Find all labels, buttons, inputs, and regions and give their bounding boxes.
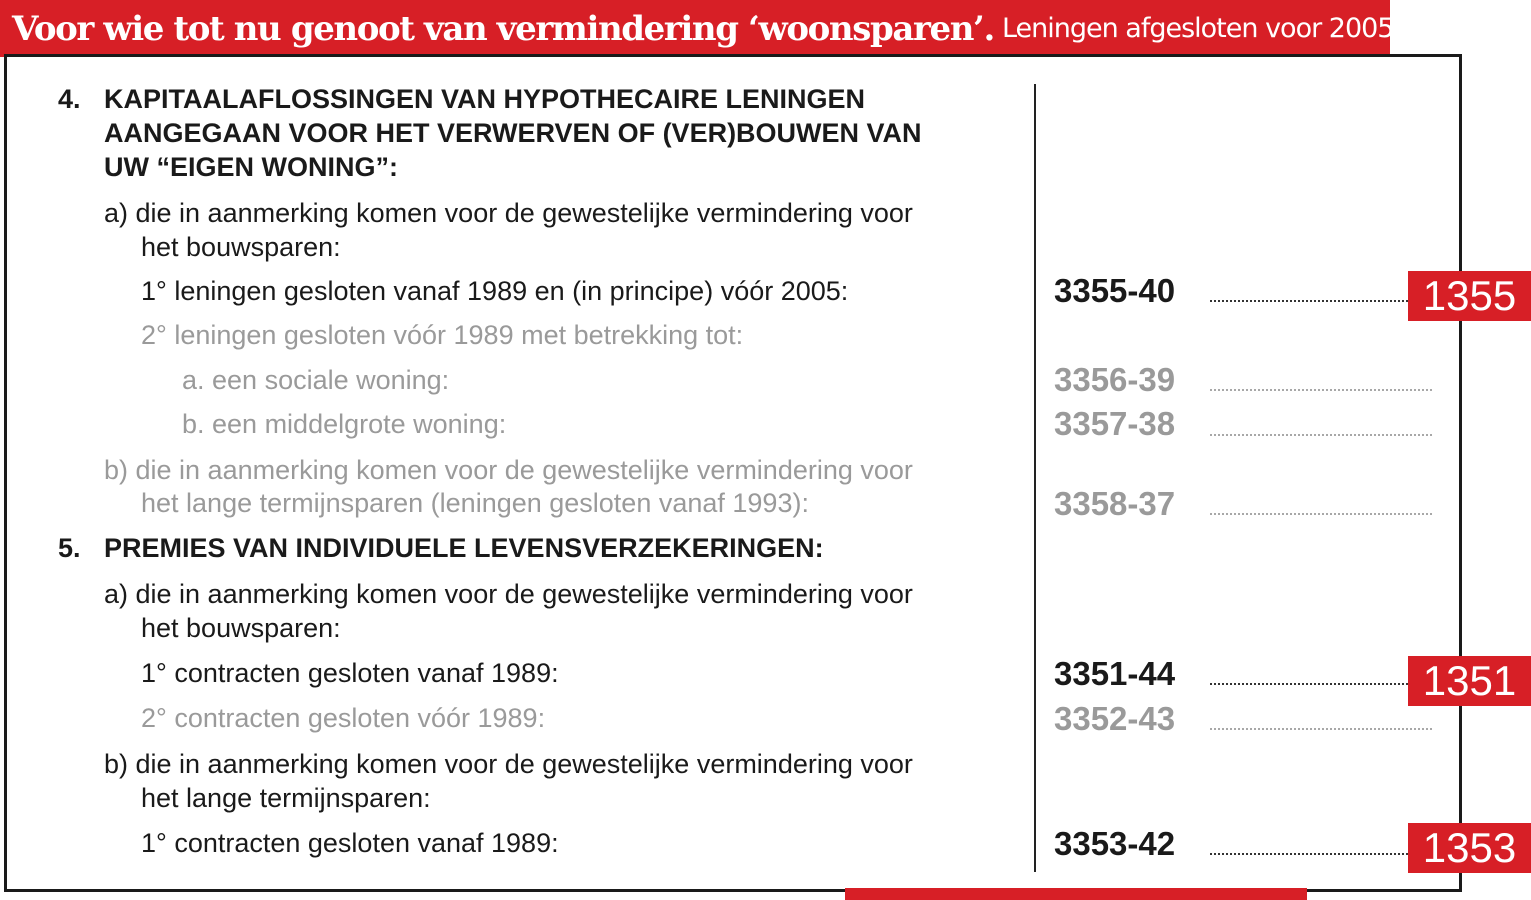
entry-field-3353-42[interactable]	[1210, 853, 1432, 855]
red-accent-strip	[845, 888, 1307, 900]
headline-banner	[0, 0, 1394, 57]
section-5a-line-1: a) die in aanmerking komen voor de gewestelijke vermindering voor	[104, 579, 913, 609]
section-4a-line-1: a) die in aanmerking komen voor de gewestelijke vermindering voor	[104, 198, 913, 228]
column-divider	[1034, 84, 1036, 872]
section-5b-item-1: 1° contracten gesloten vanaf 1989:	[141, 828, 559, 858]
entry-field-3357-38[interactable]	[1210, 434, 1432, 436]
entry-field-3351-44[interactable]	[1210, 683, 1432, 685]
section-4-heading-line-3: UW “EIGEN WONING”:	[104, 152, 398, 182]
entry-field-3358-37[interactable]	[1210, 513, 1432, 515]
section-4a-line-2: het bouwsparen:	[141, 232, 341, 262]
section-5a-line-2: het bouwsparen:	[141, 613, 341, 643]
headline-subtitle: Leningen afgesloten voor 2005	[1001, 13, 1394, 44]
entry-field-3352-43[interactable]	[1210, 728, 1432, 730]
badge-1353: 1353	[1408, 823, 1531, 873]
code-3355-40: 3355-40	[1054, 272, 1176, 309]
section-4a-item-2a: a. een sociale woning:	[182, 365, 450, 395]
section-4a-item-2: 2° leningen gesloten vóór 1989 met betrekking tot:	[141, 320, 744, 350]
code-3357-38: 3357-38	[1054, 405, 1176, 442]
headline-title: Voor wie tot nu genoot van vermindering ‘woonsparen’.	[12, 8, 994, 49]
section-5-number: 5.	[58, 533, 81, 563]
code-3351-44: 3351-44	[1054, 655, 1176, 692]
section-4a-item-1: 1° leningen gesloten vanaf 1989 en (in principe) vóór 2005:	[141, 276, 849, 306]
code-3358-37: 3358-37	[1054, 485, 1176, 522]
section-5b-line-2: het lange termijnsparen:	[141, 783, 431, 813]
section-4-number: 4.	[58, 84, 81, 114]
entry-field-3355-40[interactable]	[1210, 300, 1432, 302]
code-3352-43: 3352-43	[1054, 700, 1176, 737]
section-4b-line-1: b) die in aanmerking komen voor de gewestelijke vermindering voor	[104, 455, 913, 485]
badge-1355: 1355	[1408, 271, 1531, 321]
section-5a-item-1: 1° contracten gesloten vanaf 1989:	[141, 658, 559, 688]
section-5b-line-1: b) die in aanmerking komen voor de gewestelijke vermindering voor	[104, 749, 913, 779]
section-5a-item-2: 2° contracten gesloten vóór 1989:	[141, 703, 546, 733]
code-3353-42: 3353-42	[1054, 825, 1176, 862]
section-4b-line-2: het lange termijnsparen (leningen gesloten vanaf 1993):	[141, 488, 809, 518]
section-4-heading-line-2: AANGEGAAN VOOR HET VERWERVEN OF (VER)BOUWEN VAN	[104, 118, 922, 148]
section-5-heading: PREMIES VAN INDIVIDUELE LEVENSVERZEKERINGEN:	[104, 533, 824, 563]
entry-field-3356-39[interactable]	[1210, 389, 1432, 391]
section-4-heading-line-1: KAPITAALAFLOSSINGEN VAN HYPOTHECAIRE LENINGEN	[104, 84, 866, 114]
badge-1351: 1351	[1408, 656, 1531, 706]
section-4a-item-2b: b. een middelgrote woning:	[182, 409, 507, 439]
code-3356-39: 3356-39	[1054, 361, 1176, 398]
